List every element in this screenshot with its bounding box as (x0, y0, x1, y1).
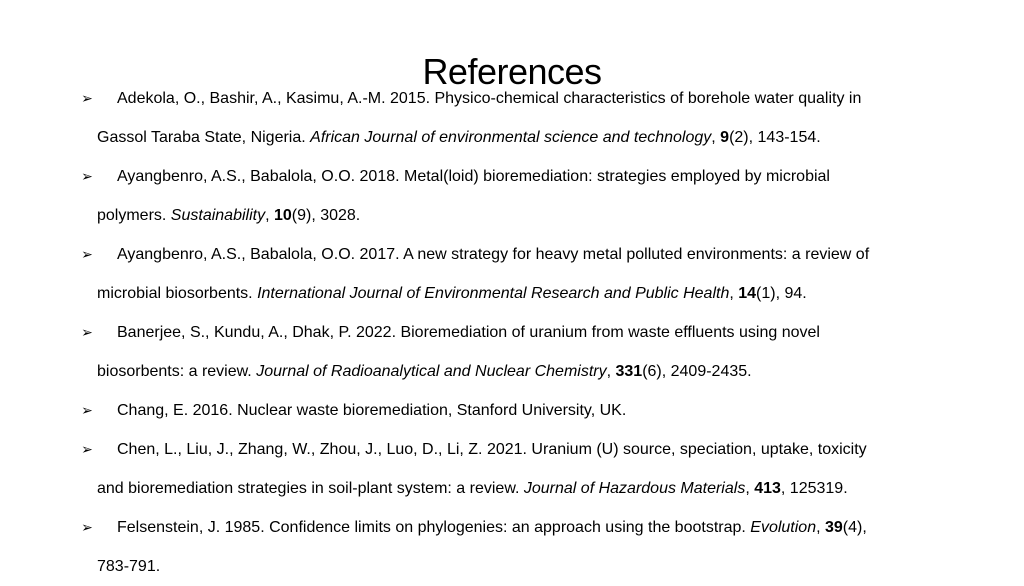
reference-line (0, 274, 1024, 313)
reference-text: (9), 3028. (291, 207, 361, 224)
reference-line (0, 79, 1024, 118)
reference-text: Adekola, O., Bashir, A., Kasimu, A.-M. 2015. Physico-chemical characteristics of borehole water quality in (117, 90, 862, 107)
reference-item (0, 430, 1024, 508)
reference-text: and bioremediation strategies in soil-plant system: a review. (97, 480, 524, 497)
separator: , (711, 129, 721, 146)
separator: , (816, 519, 825, 536)
reference-text: , 125319. (780, 480, 848, 497)
arrow-bullet-icon: ➢ (81, 324, 93, 340)
reference-item (0, 157, 1024, 235)
reference-text: Chang, E. 2016. Nuclear waste bioremediation, Stanford University, UK. (117, 402, 627, 419)
reference-line (0, 430, 1024, 469)
reference-item (0, 79, 1024, 157)
reference-text: (1), 94. (756, 285, 807, 302)
separator: , (745, 480, 755, 497)
journal-name: African Journal of environmental science and technology (310, 129, 712, 146)
journal-name: Journal of Hazardous Materials (523, 480, 746, 497)
reference-line (0, 313, 1024, 352)
volume-number: 14 (738, 285, 757, 302)
reference-item (0, 508, 1024, 586)
slide-title: References (422, 51, 602, 93)
arrow-bullet-icon: ➢ (81, 441, 93, 457)
journal-name: Evolution (750, 519, 817, 536)
reference-text: microbial biosorbents. (97, 285, 258, 302)
reference-text: (4), (842, 519, 867, 536)
reference-line (0, 547, 1024, 586)
arrow-bullet-icon: ➢ (81, 90, 93, 106)
reference-text: Banerjee, S., Kundu, A., Dhak, P. 2022. Bioremediation of uranium from waste effluents using novel (117, 324, 820, 341)
reference-line (0, 469, 1024, 508)
reference-line (0, 157, 1024, 196)
reference-line (0, 118, 1024, 157)
journal-name: Journal of Radioanalytical and Nuclear Chemistry (256, 363, 607, 380)
arrow-bullet-icon: ➢ (81, 519, 93, 535)
reference-text: (6), 2409-2435. (642, 363, 752, 380)
reference-text: Ayangbenro, A.S., Babalola, O.O. 2017. A new strategy for heavy metal polluted environments: a review of (117, 246, 870, 263)
volume-number: 331 (615, 363, 643, 380)
separator: , (606, 363, 616, 380)
reference-text: 783-791. (97, 558, 161, 575)
journal-name: Sustainability (170, 207, 266, 224)
reference-list (0, 79, 1024, 586)
reference-text: Felsenstein, J. 1985. Confidence limits on phylogenies: an approach using the bootstrap. (117, 519, 751, 536)
arrow-bullet-icon: ➢ (81, 246, 93, 262)
reference-line (0, 196, 1024, 235)
reference-line (0, 235, 1024, 274)
reference-text: biosorbents: a review. (97, 363, 257, 380)
volume-number: 9 (720, 129, 730, 146)
reference-item (0, 235, 1024, 313)
arrow-bullet-icon: ➢ (81, 402, 93, 418)
volume-number: 10 (273, 207, 292, 224)
volume-number: 39 (825, 519, 843, 536)
reference-text: Ayangbenro, A.S., Babalola, O.O. 2018. Metal(loid) bioremediation: strategies employed by microbial (117, 168, 830, 185)
reference-text: polymers. (97, 207, 171, 224)
separator: , (729, 285, 739, 302)
journal-name: International Journal of Environmental Research and Public Health (257, 285, 730, 302)
reference-line (0, 352, 1024, 391)
arrow-bullet-icon: ➢ (81, 168, 93, 184)
reference-item (0, 391, 1024, 430)
reference-line (0, 391, 1024, 430)
volume-number: 413 (754, 480, 781, 497)
reference-text: Chen, L., Liu, J., Zhang, W., Zhou, J., Luo, D., Li, Z. 2021. Uranium (U) source, speciation, uptake, toxicity (117, 441, 867, 458)
separator: , (265, 207, 274, 224)
reference-line (0, 508, 1024, 547)
reference-text: (2), 143-154. (729, 129, 821, 146)
reference-text: Gassol Taraba State, Nigeria. (97, 129, 311, 146)
reference-item (0, 313, 1024, 391)
